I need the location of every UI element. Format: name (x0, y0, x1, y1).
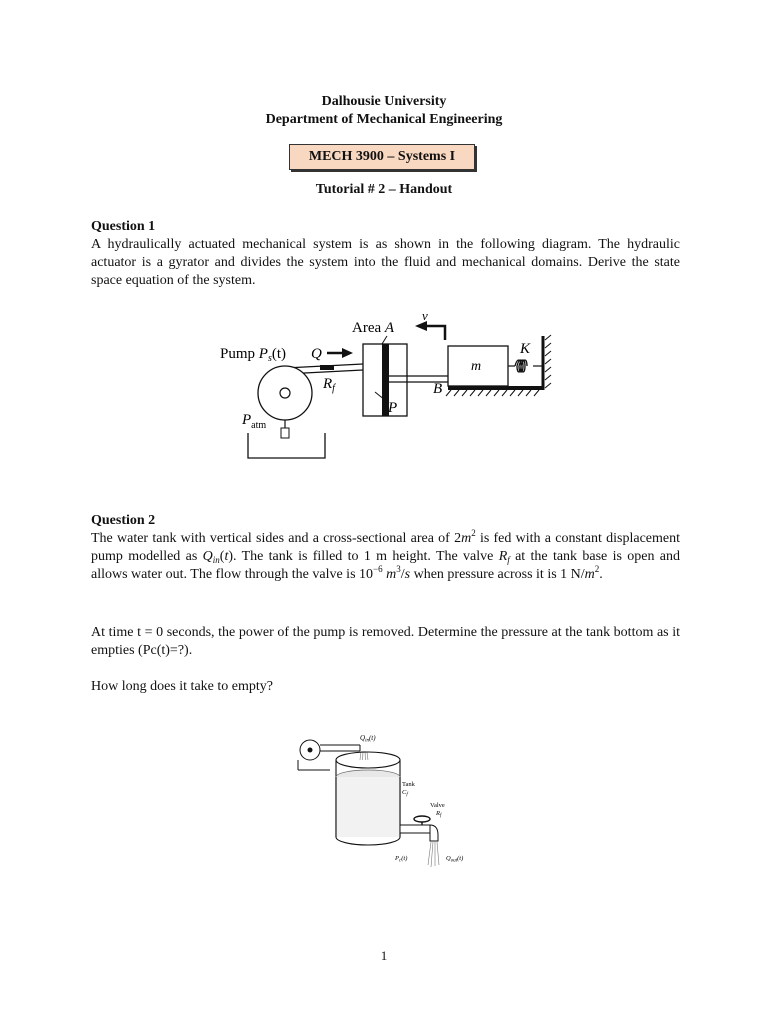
course-title: MECH 3900 – Systems I (308, 149, 456, 164)
question-2-empty-time: How long does it take to empty? (91, 679, 273, 694)
pump-label: Pump $P_s(t)$ (220, 346, 287, 364)
flow-q-label: Q (311, 346, 322, 362)
mass-label: m (471, 359, 482, 374)
university-name: Dalhousie University (321, 94, 447, 109)
question-1-title: Question 1 (91, 219, 156, 234)
question-1-text: A hydraulically actuated mechanical system is as shown in the following diagram. The hydraulic actuator is a gyrator and divides the system into the fluid and mechanical domains. Derive the state space equation of the system. (91, 237, 680, 288)
qin-label: $Q_{in}(t)$ (360, 734, 376, 744)
tutorial-title: Tutorial # 2 – Handout (315, 182, 453, 197)
valve-resistance-label: $R_f$ (436, 810, 442, 819)
tank-label: Tank (402, 781, 415, 788)
pressure-label: P (388, 400, 398, 416)
hydraulic-system-diagram (215, 308, 560, 468)
spring-icon (515, 360, 527, 372)
pc-label: $P_c(t)$ (395, 855, 408, 864)
water-tank-diagram (288, 725, 478, 875)
area-label: Area A (352, 320, 395, 336)
course-title-box (289, 144, 475, 170)
damper-label: B (433, 381, 443, 397)
patm-label: $P_{atm}$ (242, 412, 267, 431)
department-name: Department of Mechanical Engineering (265, 112, 503, 127)
valve-label: Valve (430, 802, 445, 809)
resistance-label: $R_f$ (323, 376, 335, 394)
velocity-arrow (425, 326, 445, 340)
tank-capacitance-label: $C_f$ (402, 789, 408, 798)
question-2-pump-removed: At time t = 0 seconds, the power of the pump is removed. Determine the pressure at the tank bottom as it empties (Pc(t)=?). (91, 625, 680, 658)
question-2-text: The water tank with vertical sides and a cross-sectional area of $2m^2$ is fed with a constant displacement pump modelled as $Q_{in}(t)$. The tank is filled to 1 m height. The valve $R_f$ at the tank base is open and allows water out. The flow through the valve is $10^{-6}$ $m^3/s$ when pressure across it is 1 $N/m^2$. (91, 528, 680, 582)
question-2-title: Question 2 (91, 513, 156, 528)
spring-label: K (520, 341, 531, 357)
velocity-label: v (422, 308, 428, 323)
valve-handle-icon (414, 816, 430, 822)
page-number: 1 (380, 948, 388, 963)
qout-label: $Q_{out}(t)$ (446, 855, 464, 864)
